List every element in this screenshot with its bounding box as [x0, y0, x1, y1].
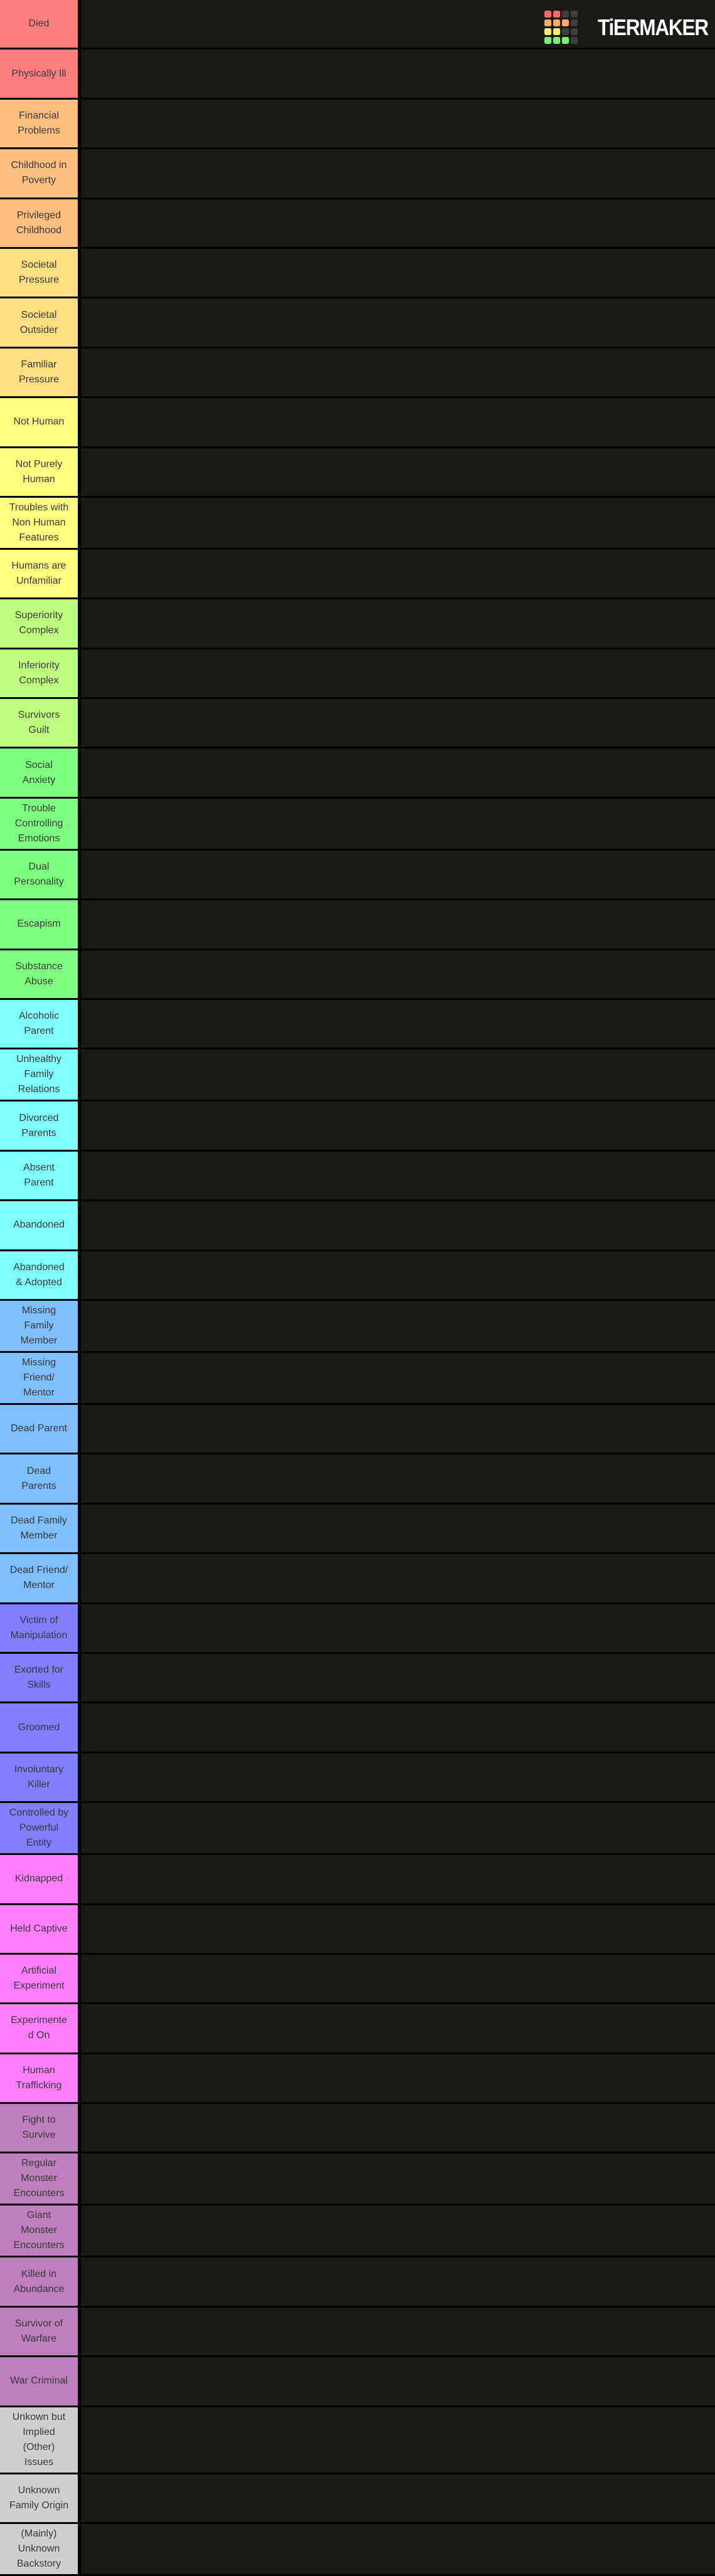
tier-dropzone[interactable]: [81, 498, 715, 548]
tier-label: Held Captive: [0, 1905, 81, 1953]
tier-label: Victim of Manipulation: [0, 1604, 81, 1652]
tier-dropzone[interactable]: [81, 298, 715, 346]
tier-dropzone[interactable]: [81, 1152, 715, 1199]
tier-dropzone[interactable]: [81, 2474, 715, 2522]
tier-row: [0, 1000, 715, 1049]
tier-row: [0, 2357, 715, 2407]
tier-dropzone[interactable]: [81, 50, 715, 97]
tier-dropzone[interactable]: [81, 1955, 715, 2002]
tier-row: [0, 2474, 715, 2524]
tier-row: [0, 1855, 715, 1905]
tier-dropzone[interactable]: [81, 1803, 715, 1853]
tier-dropzone[interactable]: [81, 1353, 715, 1403]
tier-label: Exorted for Skills: [0, 1654, 81, 1701]
tier-label: (Mainly) Unknown Backstory: [0, 2524, 81, 2574]
tier-row: [0, 699, 715, 749]
tier-row: [0, 1152, 715, 1201]
tier-dropzone[interactable]: [81, 1855, 715, 1903]
tier-dropzone[interactable]: [81, 900, 715, 948]
tier-dropzone[interactable]: [81, 398, 715, 446]
tier-label: Human Trafficking: [0, 2054, 81, 2102]
tier-label: Privileged Childhood: [0, 199, 81, 247]
tier-row: [0, 1654, 715, 1703]
tier-row: [0, 298, 715, 348]
tier-label: Abandoned: [0, 1201, 81, 1249]
tier-label: Survivor of Warfare: [0, 2308, 81, 2355]
tier-dropzone[interactable]: [81, 1604, 715, 1652]
tier-dropzone[interactable]: [81, 2054, 715, 2102]
tier-label: Dual Personality: [0, 851, 81, 898]
tier-row: [0, 649, 715, 699]
tier-label: Missing Family Member: [0, 1301, 81, 1351]
tier-label: Died: [0, 0, 81, 48]
tier-dropzone[interactable]: [81, 1753, 715, 1801]
tier-label: Absent Parent: [0, 1152, 81, 1199]
tier-label: Escapism: [0, 900, 81, 948]
tier-row: [0, 799, 715, 851]
tier-dropzone[interactable]: [81, 799, 715, 849]
tier-dropzone[interactable]: [81, 749, 715, 796]
tier-label: Societal Pressure: [0, 249, 81, 297]
tier-label: Superiority Complex: [0, 599, 81, 647]
tier-dropzone[interactable]: [81, 1905, 715, 1953]
tier-label: Unhealthy Family Relations: [0, 1049, 81, 1100]
tier-dropzone[interactable]: [81, 1251, 715, 1299]
tier-dropzone[interactable]: [81, 1201, 715, 1249]
tier-row: [0, 2004, 715, 2054]
tiermaker-logo-icon: [544, 11, 578, 44]
tier-label: Not Purely Human: [0, 448, 81, 496]
tier-row: [0, 398, 715, 448]
tier-row: [0, 599, 715, 649]
tier-label: Experimented On: [0, 2004, 81, 2052]
tier-row: [0, 2524, 715, 2576]
tier-row: [0, 1353, 715, 1405]
tier-row: [0, 900, 715, 950]
tier-dropzone[interactable]: [81, 1049, 715, 1100]
tier-dropzone[interactable]: [81, 349, 715, 396]
tier-dropzone[interactable]: [81, 1505, 715, 1552]
tier-row: [0, 100, 715, 149]
tier-label: Dead Parents: [0, 1454, 81, 1502]
tier-row: [0, 1554, 715, 1604]
tier-label: Missing Friend/ Mentor: [0, 1353, 81, 1403]
tier-label: Controlled by Powerful Entity: [0, 1803, 81, 1853]
tier-dropzone[interactable]: [81, 550, 715, 597]
tier-label: Trouble Controlling Emotions: [0, 799, 81, 849]
tier-dropzone[interactable]: [81, 1101, 715, 1149]
tier-label: Artificial Experiment: [0, 1955, 81, 2002]
tier-row: [0, 2104, 715, 2153]
tier-dropzone[interactable]: [81, 2357, 715, 2405]
tier-dropzone[interactable]: [81, 1405, 715, 1453]
tier-row: [0, 550, 715, 599]
tier-label: Troubles with Non Human Features: [0, 498, 81, 548]
tier-dropzone[interactable]: [81, 1454, 715, 1502]
tier-row: [0, 2205, 715, 2258]
tier-label: Inferiority Complex: [0, 649, 81, 697]
tier-label: Alcoholic Parent: [0, 1000, 81, 1048]
tier-label: Financial Problems: [0, 100, 81, 147]
tier-label: Dead Friend/ Mentor: [0, 1554, 81, 1602]
tier-dropzone[interactable]: [81, 2004, 715, 2052]
tier-row: [0, 498, 715, 550]
tier-row: [0, 1301, 715, 1353]
tier-row: [0, 1454, 715, 1504]
tier-label: Abandoned & Adopted: [0, 1251, 81, 1299]
tier-dropzone[interactable]: [81, 649, 715, 697]
tier-dropzone[interactable]: [81, 2205, 715, 2256]
tier-label: Dead Family Member: [0, 1505, 81, 1552]
tier-label: Divorced Parents: [0, 1101, 81, 1149]
tier-dropzone[interactable]: [81, 950, 715, 998]
tiermaker-logo-text: TiERMAKER: [598, 14, 708, 40]
tier-row: [0, 1753, 715, 1803]
tier-label: Killed in Abundance: [0, 2258, 81, 2305]
tier-label: Unknown Family Origin: [0, 2474, 81, 2522]
tier-row: [0, 1405, 715, 1454]
tier-dropzone[interactable]: [81, 1654, 715, 1701]
tier-dropzone[interactable]: [81, 1301, 715, 1351]
tier-row: [0, 1955, 715, 2004]
tier-dropzone[interactable]: [81, 2308, 715, 2355]
tier-dropzone[interactable]: [81, 599, 715, 647]
tier-dropzone[interactable]: [81, 249, 715, 297]
tier-row: [0, 1604, 715, 1654]
tier-label: Regular Monster Encounters: [0, 2153, 81, 2204]
tier-row: [0, 749, 715, 798]
tier-label: Familiar Pressure: [0, 349, 81, 396]
tier-row: [0, 50, 715, 99]
tier-dropzone[interactable]: [81, 699, 715, 747]
tier-label: Substance Abuse: [0, 950, 81, 998]
tier-label: Societal Outsider: [0, 298, 81, 346]
tier-dropzone[interactable]: [81, 1554, 715, 1602]
tier-row: [0, 1201, 715, 1251]
tier-row: [0, 2258, 715, 2307]
tier-row: [0, 1505, 715, 1554]
tier-dropzone[interactable]: [81, 149, 715, 197]
tier-row: [0, 349, 715, 398]
tier-row: [0, 448, 715, 498]
tier-label: Social Anxiety: [0, 749, 81, 796]
tier-label: Kidnapped: [0, 1855, 81, 1903]
tier-row: [0, 1703, 715, 1753]
tier-dropzone[interactable]: [81, 2407, 715, 2473]
tier-dropzone[interactable]: [81, 2104, 715, 2152]
tier-dropzone[interactable]: [81, 199, 715, 247]
tier-row: [0, 1905, 715, 1955]
tier-label: Childhood in Poverty: [0, 149, 81, 197]
tier-row: [0, 199, 715, 249]
tier-row: [0, 950, 715, 1000]
tier-label: Unkown but Implied (Other) Issues: [0, 2407, 81, 2473]
tier-row: [0, 249, 715, 298]
tier-row: [0, 2407, 715, 2474]
tier-row: [0, 1101, 715, 1151]
tier-dropzone[interactable]: [81, 100, 715, 147]
tier-row: [0, 1251, 715, 1301]
tier-label: Fight to Survive: [0, 2104, 81, 2152]
tier-label: War Criminal: [0, 2357, 81, 2405]
tier-row: [0, 149, 715, 199]
tier-label: Survivors Guilt: [0, 699, 81, 747]
tier-label: Not Human: [0, 398, 81, 446]
tier-dropzone[interactable]: [81, 1703, 715, 1751]
tier-label: Giant Monster Encounters: [0, 2205, 81, 2256]
tier-dropzone[interactable]: [81, 2524, 715, 2574]
tier-row: [0, 851, 715, 900]
tier-label: Dead Parent: [0, 1405, 81, 1453]
tier-label: Physically Ill: [0, 50, 81, 97]
tier-row: [0, 1049, 715, 1101]
tier-dropzone[interactable]: [81, 2258, 715, 2305]
tier-row: [0, 2153, 715, 2205]
tier-dropzone[interactable]: [81, 851, 715, 898]
tier-dropzone[interactable]: [81, 2153, 715, 2204]
tiermaker-logo[interactable]: [544, 11, 708, 44]
tier-row: [0, 2054, 715, 2104]
tier-dropzone[interactable]: [81, 448, 715, 496]
tier-dropzone[interactable]: [81, 1000, 715, 1048]
tier-label: Humans are Unfamiliar: [0, 550, 81, 597]
tier-label: Involuntary Killer: [0, 1753, 81, 1801]
tier-row: [0, 2308, 715, 2357]
tier-label: Groomed: [0, 1703, 81, 1751]
tier-row: [0, 1803, 715, 1855]
